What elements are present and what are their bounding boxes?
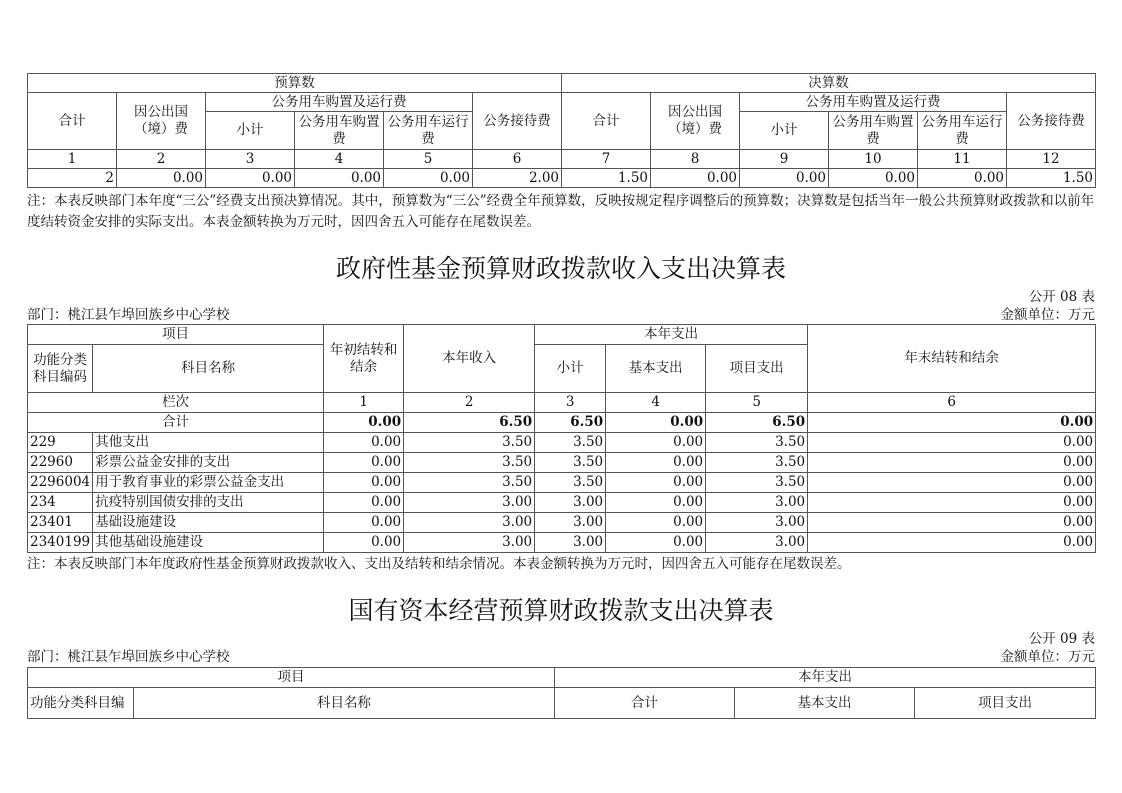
value-cell: 3.00 xyxy=(706,533,808,553)
capital-expense-header: 本年支出 xyxy=(555,668,1096,688)
col-number: 5 xyxy=(706,393,808,413)
value-cell: 0.00 xyxy=(324,513,404,533)
table-row xyxy=(28,493,1096,513)
col-number: 9 xyxy=(740,150,829,169)
capital-table-code: 公开 09 表 xyxy=(1028,631,1095,647)
value-cell: 6.50 xyxy=(404,413,535,433)
capital-total-header: 合计 xyxy=(555,688,735,719)
fund-total-label: 合计 xyxy=(28,413,324,433)
fund-item-header: 项目 xyxy=(28,325,324,345)
value-cell: 0.00 xyxy=(324,453,404,473)
value-cell: 6.50 xyxy=(535,413,606,433)
col-number: 8 xyxy=(651,150,740,169)
value-cell: 2 xyxy=(28,169,117,188)
value-cell: 0.00 xyxy=(206,169,295,188)
fund-end-header: 年末结转和结余 xyxy=(808,325,1096,393)
value-cell: 0.00 xyxy=(918,169,1007,188)
row-name: 其他支出 xyxy=(93,433,324,453)
row-code: 2296004 xyxy=(28,473,93,493)
value-cell: 0.00 xyxy=(808,453,1096,473)
col-number: 3 xyxy=(206,150,295,169)
value-cell: 3.50 xyxy=(404,453,535,473)
value-cell: 2.00 xyxy=(473,169,562,188)
value-cell: 3.50 xyxy=(535,453,606,473)
value-cell: 0.00 xyxy=(606,433,706,453)
table-row xyxy=(28,453,1096,473)
value-cell: 3.50 xyxy=(706,433,808,453)
capital-title: 国有资本经营预算财政拨款支出决算表 xyxy=(348,596,774,625)
budget-abroad-header: 因公出国（境）费 xyxy=(117,93,206,150)
sanggong-note: 注：本表反映部门本年度“三公”经费支出预决算情况。其中，预算数为“三公”经费全年预算数，反映按规定程序调整后的预算数；决算数是包括当年一般公共预算财政拨款和以前年度结转资金安排的实际支出。本表金额转换为万元时，因四舍五入可能存在尾数误差。 xyxy=(27,193,1095,230)
capital-unit: 金额单位：万元 xyxy=(1000,649,1095,665)
table-row xyxy=(28,533,1096,553)
col-number: 1 xyxy=(324,393,404,413)
row-code: 229 xyxy=(28,433,93,453)
final-header: 决算数 xyxy=(562,74,1096,93)
value-cell: 3.00 xyxy=(535,533,606,553)
value-cell: 3.50 xyxy=(404,473,535,493)
row-code: 23401 xyxy=(28,513,93,533)
value-cell: 0.00 xyxy=(324,473,404,493)
fund-table-code: 公开 08 表 xyxy=(1028,289,1095,305)
capital-table xyxy=(27,667,1096,719)
final-vehicle-group-header: 公务用车购置及运行费 xyxy=(740,93,1007,112)
fund-lanci-label: 栏次 xyxy=(28,393,324,413)
budget-subtotal-header: 小计 xyxy=(206,112,295,150)
value-cell: 3.00 xyxy=(404,493,535,513)
value-cell: 0.00 xyxy=(808,473,1096,493)
row-code: 22960 xyxy=(28,453,93,473)
col-number: 6 xyxy=(808,393,1096,413)
final-total-header: 合计 xyxy=(562,93,651,150)
value-cell: 3.50 xyxy=(706,473,808,493)
value-cell: 3.50 xyxy=(535,433,606,453)
fund-name-header: 科目名称 xyxy=(93,345,324,393)
value-cell: 0.00 xyxy=(651,169,740,188)
value-cell: 0.00 xyxy=(606,473,706,493)
row-name: 抗疫特别国债安排的支出 xyxy=(93,493,324,513)
fund-subtotal-header: 小计 xyxy=(535,345,606,393)
budget-reception-header: 公务接待费 xyxy=(473,93,562,150)
value-cell: 0.00 xyxy=(808,413,1096,433)
value-cell: 3.50 xyxy=(535,473,606,493)
value-cell: 3.00 xyxy=(706,493,808,513)
final-abroad-header: 因公出国（境）费 xyxy=(651,93,740,150)
fund-project-header: 项目支出 xyxy=(706,345,808,393)
value-cell: 0.00 xyxy=(324,493,404,513)
value-cell: 0.00 xyxy=(829,169,918,188)
fund-begin-header: 年初结转和结余 xyxy=(324,325,404,393)
fund-table xyxy=(27,324,1096,553)
value-cell: 0.00 xyxy=(740,169,829,188)
col-number: 3 xyxy=(535,393,606,413)
budget-total-header: 合计 xyxy=(28,93,117,150)
fund-department: 部门：桃江县乍埠回族乡中心学校 xyxy=(27,307,230,323)
fund-basic-header: 基本支出 xyxy=(606,345,706,393)
value-cell: 3.00 xyxy=(404,513,535,533)
value-cell: 3.00 xyxy=(404,533,535,553)
table-row xyxy=(28,473,1096,493)
budget-vehicle-group-header: 公务用车购置及运行费 xyxy=(206,93,473,112)
budget-vehicle-run-header: 公务用车运行费 xyxy=(384,112,473,150)
value-cell: 3.00 xyxy=(706,513,808,533)
budget-header: 预算数 xyxy=(28,74,562,93)
final-vehicle-buy-header: 公务用车购置费 xyxy=(829,112,918,150)
col-number: 4 xyxy=(606,393,706,413)
sanggong-table xyxy=(27,73,1096,188)
value-cell: 3.00 xyxy=(535,493,606,513)
row-name: 基础设施建设 xyxy=(93,513,324,533)
value-cell: 1.50 xyxy=(562,169,651,188)
value-cell: 0.00 xyxy=(808,433,1096,453)
budget-vehicle-buy-header: 公务用车购置费 xyxy=(295,112,384,150)
fund-income-header: 本年收入 xyxy=(404,325,535,393)
value-cell: 3.50 xyxy=(404,433,535,453)
col-number: 5 xyxy=(384,150,473,169)
value-cell: 0.00 xyxy=(384,169,473,188)
col-number: 10 xyxy=(829,150,918,169)
value-cell: 0.00 xyxy=(117,169,206,188)
value-cell: 0.00 xyxy=(324,533,404,553)
row-name: 其他基础设施建设 xyxy=(93,533,324,553)
value-cell: 3.50 xyxy=(706,453,808,473)
fund-unit: 金额单位：万元 xyxy=(1000,307,1095,323)
capital-project-header: 项目支出 xyxy=(915,688,1096,719)
capital-item-header: 项目 xyxy=(28,668,555,688)
value-cell: 3.00 xyxy=(535,513,606,533)
col-number: 11 xyxy=(918,150,1007,169)
value-cell: 0.00 xyxy=(606,513,706,533)
row-code: 234 xyxy=(28,493,93,513)
value-cell: 0.00 xyxy=(808,533,1096,553)
capital-department: 部门：桃江县乍埠回族乡中心学校 xyxy=(27,649,230,665)
value-cell: 0.00 xyxy=(606,493,706,513)
fund-note: 注：本表反映部门本年度政府性基金预算财政拨款收入、支出及结转和结余情况。本表金额转换为万元时，因四舍五入可能存在尾数误差。 xyxy=(27,556,851,572)
row-code: 2340199 xyxy=(28,533,93,553)
fund-total-row xyxy=(28,413,1096,433)
value-cell: 0.00 xyxy=(324,413,404,433)
fund-code-header: 功能分类科目编码 xyxy=(28,345,93,393)
col-number: 7 xyxy=(562,150,651,169)
value-cell: 0.00 xyxy=(324,433,404,453)
col-number: 2 xyxy=(117,150,206,169)
col-number: 2 xyxy=(404,393,535,413)
value-cell: 0.00 xyxy=(606,533,706,553)
capital-code-header: 功能分类科目编 xyxy=(28,688,134,719)
fund-expense-header: 本年支出 xyxy=(535,325,808,345)
final-reception-header: 公务接待费 xyxy=(1007,93,1096,150)
col-number: 6 xyxy=(473,150,562,169)
table-row xyxy=(28,513,1096,533)
value-cell: 6.50 xyxy=(706,413,808,433)
value-cell: 0.00 xyxy=(808,513,1096,533)
value-cell: 0.00 xyxy=(808,493,1096,513)
col-number: 12 xyxy=(1007,150,1096,169)
value-cell: 0.00 xyxy=(606,453,706,473)
final-subtotal-header: 小计 xyxy=(740,112,829,150)
capital-name-header: 科目名称 xyxy=(134,688,555,719)
value-cell: 0.00 xyxy=(606,413,706,433)
fund-title: 政府性基金预算财政拨款收入支出决算表 xyxy=(335,254,786,283)
row-name: 彩票公益金安排的支出 xyxy=(93,453,324,473)
capital-basic-header: 基本支出 xyxy=(735,688,915,719)
final-vehicle-run-header: 公务用车运行费 xyxy=(918,112,1007,150)
value-cell: 1.50 xyxy=(1007,169,1096,188)
col-number: 4 xyxy=(295,150,384,169)
col-number: 1 xyxy=(28,150,117,169)
value-cell: 0.00 xyxy=(295,169,384,188)
table-row xyxy=(28,433,1096,453)
row-name: 用于教育事业的彩票公益金支出 xyxy=(93,473,324,493)
